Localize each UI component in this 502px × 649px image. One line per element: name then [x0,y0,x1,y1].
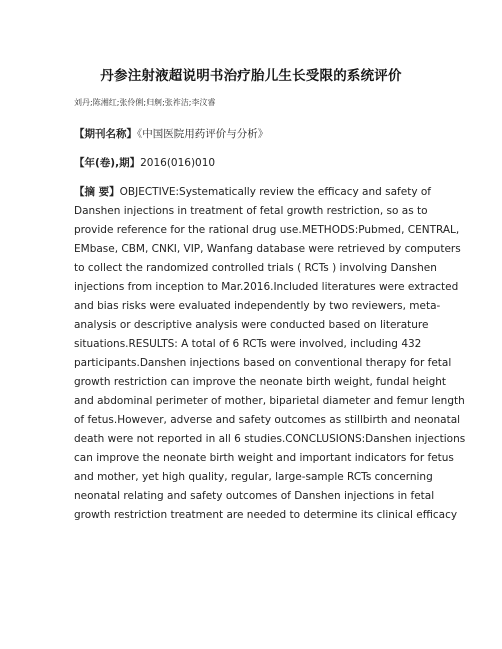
abstract-line: and mother, yet high quality, regular, large-sample RCTs concerning [74,471,433,483]
abstract-line: of fetus.However, adverse and safety outcomes as stillbirth and neonatal [74,414,461,426]
abstract-line: analysis or descriptive analysis were conducted based on literature [74,319,429,331]
journal-line [74,126,268,141]
abstract-line: growth restriction treatment are needed to determine its clinical efficacy [74,509,458,521]
abstract-line [74,183,434,202]
abstract-line: EMbase, CBM, CNKI, VIP, Wanfang database were retrieved by computers [74,243,461,255]
abstract-line: Danshen injections in treatment of fetal growth restriction, so as to [74,205,428,217]
abstract-line: growth restriction can improve the neonate birth weight, fundal height [74,376,447,388]
abstract-line: injections from inception to Mar.2016.Included literatures were extracted [74,281,459,293]
year-issue-value: 2016(016)010 [140,157,216,169]
abstract [74,183,466,525]
abstract-line: provide reference for the rational drug use.METHODS:Pubmed, CENTRAL, [74,224,460,236]
abstract-line: and abdominal perimeter of mother, biparietal diameter and femur length [74,395,465,407]
document-title: 丹参注射液超说明书治疗胎儿生长受限的系统评价 [100,68,402,84]
journal-label: 【期刊名称】 [74,128,137,140]
abstract-line: situations.RESULTS: A total of 6 RCTs were involved, including 432 [74,338,422,350]
abstract-label: 【摘 要】 [74,186,120,198]
author-list: 刘丹;陈湘红;张伶俐;归舸;张祚洁;李汶睿 [74,98,216,107]
abstract-line: can improve the neonate birth weight and important indicators for fetus [74,452,454,464]
abstract-line: death were not reported in all 6 studies.CONCLUSIONS:Danshen injections [74,433,466,445]
abstract-line: and bias risks were evaluated independently by two reviewers, meta- [74,300,441,312]
year-issue-line [74,155,215,170]
abstract-line: to collect the randomized controlled trials ( RCTs ) involving Danshen [74,262,437,274]
abstract-line: participants.Danshen injections based on conventional therapy for fetal [74,357,452,369]
abstract-text: OBJECTIVE:Systematically review the efficacy and safety of [119,186,431,198]
journal-name: 《中国医院用药评价与分析》 [137,128,269,140]
abstract-line: neonatal relating and safety outcomes of Danshen injections in fetal [74,490,435,502]
year-issue-label: 【年(卷),期】 [74,157,141,169]
